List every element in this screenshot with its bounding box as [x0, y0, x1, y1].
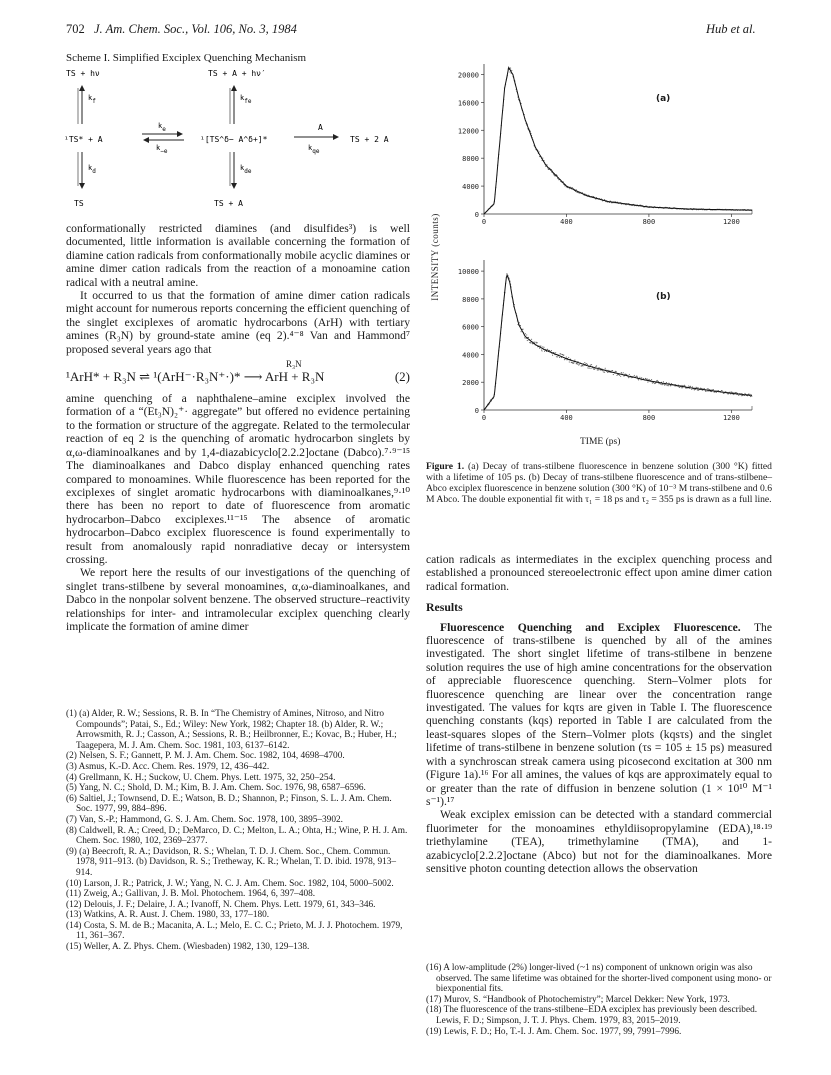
data-point	[679, 387, 680, 388]
data-point	[587, 367, 588, 368]
data-point	[579, 364, 580, 365]
footnote: (17) Murov, S. “Handbook of Photochemistry”; Marcel Dekker: New York, 1973.	[426, 994, 730, 1005]
y-tick-label: 12000	[457, 127, 479, 136]
y-tick-label: 6000	[462, 323, 479, 332]
data-point	[569, 361, 570, 362]
y-tick-label: 10000	[457, 268, 479, 277]
data-point	[584, 362, 585, 363]
right-paragraph-2	[426, 621, 772, 809]
data-point	[688, 386, 689, 387]
panel-a-label: (a)	[656, 94, 671, 104]
footnote: (3) Asmus, K.-D. Acc. Chem. Res. 1979, 12, 436–442.	[66, 761, 270, 772]
data-point	[526, 334, 527, 335]
data-point	[651, 379, 652, 380]
footnote: (9) (a) Beecroft, R. A.; Davidson, R. S.; Whelan, T. D. J. Chem. Soc., Chem. Commun. 1978, 911–913. (b) Davidson, R. S.; Tretheway, K. R.; Whelan, T. D. ibid. 1978, 913–914.	[66, 846, 397, 878]
kd-label: kd	[88, 164, 96, 175]
data-point	[586, 363, 587, 364]
scheme-left-species: ¹TS* + A	[64, 135, 103, 144]
data-point	[623, 372, 624, 373]
figure-caption	[426, 461, 772, 505]
data-point	[530, 342, 531, 343]
data-point	[750, 396, 751, 397]
x-tick-label: 1200	[722, 414, 740, 422]
kf-label: kf	[88, 94, 96, 105]
data-point	[718, 390, 719, 391]
right-column	[426, 553, 772, 875]
page-number: 702	[66, 22, 85, 36]
data-point	[543, 347, 544, 348]
left-footnotes	[66, 709, 410, 953]
data-point	[664, 385, 665, 386]
data-point	[636, 376, 637, 377]
scheme-diagram	[62, 66, 422, 214]
data-point	[579, 193, 580, 194]
left-paragraph-3: amine quenching of a naphthalene–amine exciplex involved the formation of a “(Et₃N)₂⁺· aggregate” but offered no evidence pertaining to the formation or structure of the aggregate. Related to the termolecular reaction of eq 2 is the quenching of aromatic hydrocarbon singlets by α,ω-diaminoalkanes and by 1,4-diazabicyclo[2.2.2]octane (Dabco).⁷·⁹⁻¹⁵ The diaminoalkanes and Dabco display enhanced quenching rates compared to monoamines. While fluorescence has been reported for the exciplexes of singlet aromatic hydrocarbons with diaminoalkanes,⁹·¹⁰ there has been no report to date of fluorescence from aromatic hydrocarbon–Dabco exciplexes.¹¹⁻¹⁵ The absence of aromatic hydrocarbon–Dabco exciplex fluorescence is found experimentally to result from anomalously rapid nonradiative decay or intersystem crossing.	[66, 392, 410, 566]
data-point	[647, 382, 648, 383]
data-point	[561, 357, 562, 358]
data-point	[607, 372, 608, 373]
footnote: (1) (a) Alder, R. W.; Sessions, R. B. In “The Chemistry of Amines, Nitroso, and Nitro Compounds”; Patai, S., Ed.; Wiley: New York, 1982; Chapter 18. (b) Alder, R. W.; Arrowsmith, R. J.; Casson, A.; Sessions, R. B.; Heilbronner, E.; Kovac, B.; Huber, H.; Taagepera, M. J. Am. Chem. Soc. 1981, 103, 6137–6142.	[66, 709, 397, 751]
footnote: (15) Weller, A. Z. Phys. Chem. (Wiesbaden) 1982, 130, 129–138.	[66, 942, 310, 953]
data-point	[560, 353, 561, 354]
data-point	[598, 367, 599, 368]
data-point	[573, 362, 574, 363]
data-point	[521, 331, 522, 332]
left-column	[66, 222, 410, 633]
data-point	[563, 355, 564, 356]
data-point	[691, 389, 692, 390]
right-paragraph-1: cation radicals as intermediates in the exciplex quenching process and established a pronounced stereoelectronic effect upon amine dimer cation radical formation.	[426, 553, 772, 593]
footnote: (16) A low-amplitude (2%) longer-lived (~1 ns) component of unknown origin was also observed. The same lifetime was obtained for the shorter-lived component using mono- or biexponential fits.	[426, 963, 772, 995]
data-point	[549, 350, 550, 351]
equation-number: (2)	[394, 369, 410, 385]
footnote: (11) Zweig, A.; Gallivan, J. B. Mol. Photochem. 1964, 6, 397–408.	[66, 889, 316, 900]
data-point	[660, 384, 661, 385]
data-point	[700, 388, 701, 389]
data-point	[589, 368, 590, 369]
right-paragraph-3: Weak exciplex emission can be detected with a standard commercial fluorimeter for the monoamines ethyldiisopropylamine (EDA),¹⁸·¹⁹ triethylamine (TEA), trimethylamine (TMA), and 1-azabicyclo[2.2.2]octane (Abco) but not for the diaminoalkanes. More sensitive photon counting detection allows the observation	[426, 808, 772, 875]
data-point	[681, 387, 682, 388]
right-footnotes	[426, 963, 772, 1037]
data-point	[582, 365, 583, 366]
data-point	[639, 377, 640, 378]
data-point	[551, 350, 552, 351]
y-tick-label: 4000	[462, 183, 479, 192]
y-tick-label: 16000	[457, 99, 479, 108]
data-point	[708, 388, 709, 389]
x-tick-label: 800	[642, 414, 656, 422]
data-point	[569, 188, 570, 189]
scheme-title: Scheme I. Simplified Exciplex Quenching Mechanism	[66, 52, 307, 64]
footnote: (6) Saltiel, J.; Townsend, D. E.; Watson, B. D.; Shannon, P.; Finson, S. L. J. Am. Chem. Soc. 1977, 99, 884–896.	[66, 793, 392, 815]
footnote: (13) Watkins, A. R. Aust. J. Chem. 1980, 33, 177–180.	[66, 910, 270, 921]
data-point	[692, 386, 693, 387]
data-point	[537, 342, 538, 343]
scheme-a-label: A	[318, 123, 323, 132]
data-point	[634, 375, 635, 376]
data-point	[663, 381, 664, 382]
ke-label: ke	[158, 122, 166, 133]
data-point	[738, 395, 739, 396]
x-tick-label: 0	[481, 414, 487, 422]
y-tick-label: 20000	[457, 71, 479, 80]
footnote: (18) The fluorescence of the trans-stilbene–EDA exciplex has previously been described. Lewis, F. D.; Simpson, J. T. J. Phys. Chem. 1979, 83, 2015–2019.	[426, 1005, 758, 1026]
data-point	[616, 371, 617, 372]
data-point	[528, 337, 529, 338]
data-point	[641, 377, 642, 378]
x-tick-label: 400	[560, 414, 573, 422]
data-point	[638, 379, 639, 380]
scheme-product: TS + 2 A	[350, 135, 389, 144]
data-point	[668, 385, 669, 386]
data-point	[612, 370, 613, 371]
footnote: (5) Yang, N. C.; Shold, D. M.; Kim, B. J. Am. Chem. Soc. 1976, 98, 6587–6596.	[66, 783, 366, 794]
data-point	[733, 394, 734, 395]
figure-xlabel: TIME (ps)	[580, 437, 621, 447]
y-tick-label: 2000	[462, 379, 479, 388]
data-point	[704, 388, 705, 389]
data-point	[741, 395, 742, 396]
data-point	[524, 337, 525, 338]
y-tick-label: 8000	[462, 295, 479, 304]
data-point	[730, 392, 731, 393]
data-point	[542, 350, 543, 351]
data-point	[667, 385, 668, 386]
data-point	[544, 351, 545, 352]
results-heading: Results	[426, 600, 463, 615]
data-point	[665, 384, 666, 385]
footnote: (4) Grellmann, K. H.; Suckow, U. Chem. Phys. Lett. 1975, 32, 250–254.	[66, 772, 336, 783]
kme-label: k−e	[156, 144, 168, 155]
chart-panel-b	[440, 252, 770, 432]
y-tick-label: 0	[474, 211, 479, 219]
equation-text: ¹ArH* + R₃N ⇌ ¹(ArH⁻·R₃N⁺·)* ⟶ ArH + R₃N	[66, 369, 325, 385]
left-paragraph-1: conformationally restricted diamines (and disulfides³) is well documented, little information is available concerning the formation of diamine cation radicals from conformationally mobile acyclic diamines or amine dimer cation radicals from the reaction of a monoamine cation radical with a neutral amine.	[66, 222, 410, 289]
data-point	[697, 387, 698, 388]
data-point	[722, 390, 723, 391]
subsection-heading: Fluorescence Quenching and Exciplex Fluorescence.	[440, 620, 741, 634]
data-point	[649, 379, 650, 380]
y-tick-label: 0	[474, 407, 479, 415]
data-point	[712, 389, 713, 390]
data-point	[748, 393, 749, 394]
data-point	[705, 391, 706, 392]
chart-panel-a	[440, 56, 770, 236]
scheme-bottom-left: TS	[74, 199, 84, 208]
figure-ylabel: INTENSITY (counts)	[430, 213, 440, 301]
data-point	[555, 352, 556, 353]
data-point	[564, 359, 565, 360]
data-point	[566, 357, 567, 358]
data-point	[526, 338, 527, 339]
data-point	[682, 387, 683, 388]
data-point	[559, 357, 560, 358]
scheme-top-left: TS + hν	[66, 69, 100, 78]
fit-line	[484, 68, 752, 215]
data-point	[707, 388, 708, 389]
panel-b-label: (b)	[656, 292, 671, 302]
footnote: (8) Caldwell, R. A.; Creed, D.; DeMarco, D. C.; Melton, L. A.; Ohta, H.; Wine, P. H. J. Am. Chem. Soc. 1980, 102, 2369–2377.	[66, 825, 408, 847]
journal-header: J. Am. Chem. Soc., Vol. 106, No. 3, 1984	[94, 22, 297, 36]
data-point	[574, 360, 575, 361]
caption-text: (a) Decay of trans-stilbene fluorescence in benzene solution (300 °K) fitted with a lifetime of 105 ps. (b) Decay of trans-stilbene fluorescence and of trans-stilbene–Abco exciplex fluorescence in benzene solution (300 °K) of 10⁻³ M trans-stilbene and 0.6 M Abco. The double exponential fit with τ₁ = 18 ps and τ₂ = 355 ps is drawn as a full line.	[426, 461, 772, 505]
data-point	[590, 365, 591, 366]
data-point	[587, 364, 588, 365]
data-point	[603, 371, 604, 372]
y-tick-label: 4000	[462, 351, 479, 360]
data-point	[556, 356, 557, 357]
data-point	[658, 381, 659, 382]
data-point	[629, 374, 630, 375]
left-paragraph-4: We report here the results of our investigations of the quenching of singlet trans-stilbene by several monoamines, α,ω-diaminoalkanes, and Dabco in the nonpolar solvent benzene. The observed structure–reactivity relationships for inter- and intramolecular exciplex quenching clearly implicate the formation of amine dimer	[66, 566, 410, 633]
x-tick-label: 400	[560, 218, 573, 226]
data-point	[647, 379, 648, 380]
data-point	[690, 386, 691, 387]
data-point	[697, 390, 698, 391]
data-point	[542, 346, 543, 347]
data-point	[552, 355, 553, 356]
data-point	[591, 364, 592, 365]
data-point	[527, 340, 528, 341]
footnote: (14) Costa, S. M. de B.; Macanita, A. L.; Melo, E. C. C.; Prieto, M. J. J. Photochem. 1979, 11, 361–367.	[66, 920, 403, 942]
kqe-label: kqe	[308, 144, 320, 155]
footnote: (7) Van, S.-P.; Hammond, G. S. J. Am. Chem. Soc. 1978, 100, 3895–3902.	[66, 814, 343, 825]
y-tick-label: 8000	[462, 155, 479, 164]
data-point	[600, 370, 601, 371]
x-tick-label: 800	[642, 218, 656, 226]
kde-label: kde	[240, 164, 252, 175]
data-point	[605, 368, 606, 369]
data-point	[621, 372, 622, 373]
data-point	[637, 377, 638, 378]
figure-ylabel-wrap	[426, 196, 440, 326]
data-point	[744, 393, 745, 394]
x-tick-label: 0	[481, 218, 487, 226]
data-point	[522, 329, 523, 330]
data-point	[616, 375, 617, 376]
x-tick-label: 1200	[722, 218, 740, 226]
data-point	[598, 369, 599, 370]
data-point	[666, 382, 667, 383]
data-point	[596, 365, 597, 366]
footnote: (12) Delouis, J. F.; Delaire, J. A.; Ivanoff, N. Chem. Phys. Lett. 1979, 61, 343–346.	[66, 899, 376, 910]
data-point	[534, 341, 535, 342]
equation-2	[66, 360, 410, 390]
data-point	[613, 374, 614, 375]
data-point	[657, 380, 658, 381]
data-point	[531, 339, 532, 340]
data-point	[573, 363, 574, 364]
data-point	[577, 364, 578, 365]
right-paragraph-2-text: The fluorescence of trans-stilbene is quenched by all of the amines investigated. The short singlet lifetime of trans-stilbene in benzene solution requires the use of high amine concentrations for the observation of appreciable fluorescence quenching. Stern–Volmer plots for fluorescence quenching are linear over the concentration range investigated. The values for kqτs are given in Table I. The fluorescence quenching constants (kqs) reported in Table I are calculated from the least-squares slopes of the Stern–Volmer plots (kqsτs) and the singlet lifetime of trans-stilbene in benzene solution (τs = 105 ± 15 ps) measured with a synchroscan streak camera using picosecond excitation at 300 nm (Figure 1a).¹⁶ For all amines, the values of kqs are approximately equal to or greater than the rate of diffusion in benzene solution (1 × 10¹⁰ M⁻¹ s⁻¹).¹⁷	[426, 620, 772, 808]
data-point	[555, 176, 556, 177]
footnote: (2) Nelsen, S. F.; Gannett, P. M. J. Am. Chem. Soc. 1982, 104, 4698–4700.	[66, 751, 345, 762]
data-point	[628, 377, 629, 378]
kfe-label: kfe	[240, 94, 252, 105]
data-point	[671, 383, 672, 384]
left-paragraph-2: It occurred to us that the formation of amine dimer cation radicals might account for numerous reports concerning the efficient quenching of the singlet exciplexes of aromatic hydrocarbons (ArH) with tertiary amines (R₃N) by ground-state amine (eq 2).⁴⁻⁸ Van and Hammond⁷ proposed several years ago that	[66, 289, 410, 356]
footnote: (10) Larson, J. R.; Patrick, J. W.; Yang, N. C. J. Am. Chem. Soc. 1982, 104, 5000–5002.	[66, 878, 394, 889]
caption-label: Figure 1.	[426, 461, 465, 472]
data-point	[681, 385, 682, 386]
data-point	[728, 393, 729, 394]
data-point	[568, 357, 569, 358]
data-point	[736, 392, 737, 393]
data-point	[525, 333, 526, 334]
scheme-exciplex: ¹[TS^δ− A^δ+]*	[200, 135, 268, 144]
data-point	[590, 368, 591, 369]
equation-over-label: R₃N	[286, 359, 302, 370]
data-point	[707, 391, 708, 392]
footnote: (19) Lewis, F. D.; Ho, T.-I. J. Am. Chem. Soc. 1977, 99, 7991–7996.	[426, 1026, 682, 1037]
data-point	[594, 369, 595, 370]
data-point	[604, 372, 605, 373]
data-point	[520, 325, 521, 326]
authors-header: Hub et al.	[706, 22, 756, 36]
data-point	[541, 349, 542, 350]
data-point	[749, 394, 750, 395]
data-point	[713, 389, 714, 390]
data-point	[539, 348, 540, 349]
data-point	[547, 349, 548, 350]
data-point	[557, 356, 558, 357]
data-point	[670, 385, 671, 386]
scheme-bottom-right: TS + A	[214, 199, 243, 208]
data-point	[540, 346, 541, 347]
data-point	[683, 385, 684, 386]
scheme-top-right: TS + A + hν′	[208, 69, 266, 78]
data-point	[619, 375, 620, 376]
data-point	[620, 376, 621, 377]
